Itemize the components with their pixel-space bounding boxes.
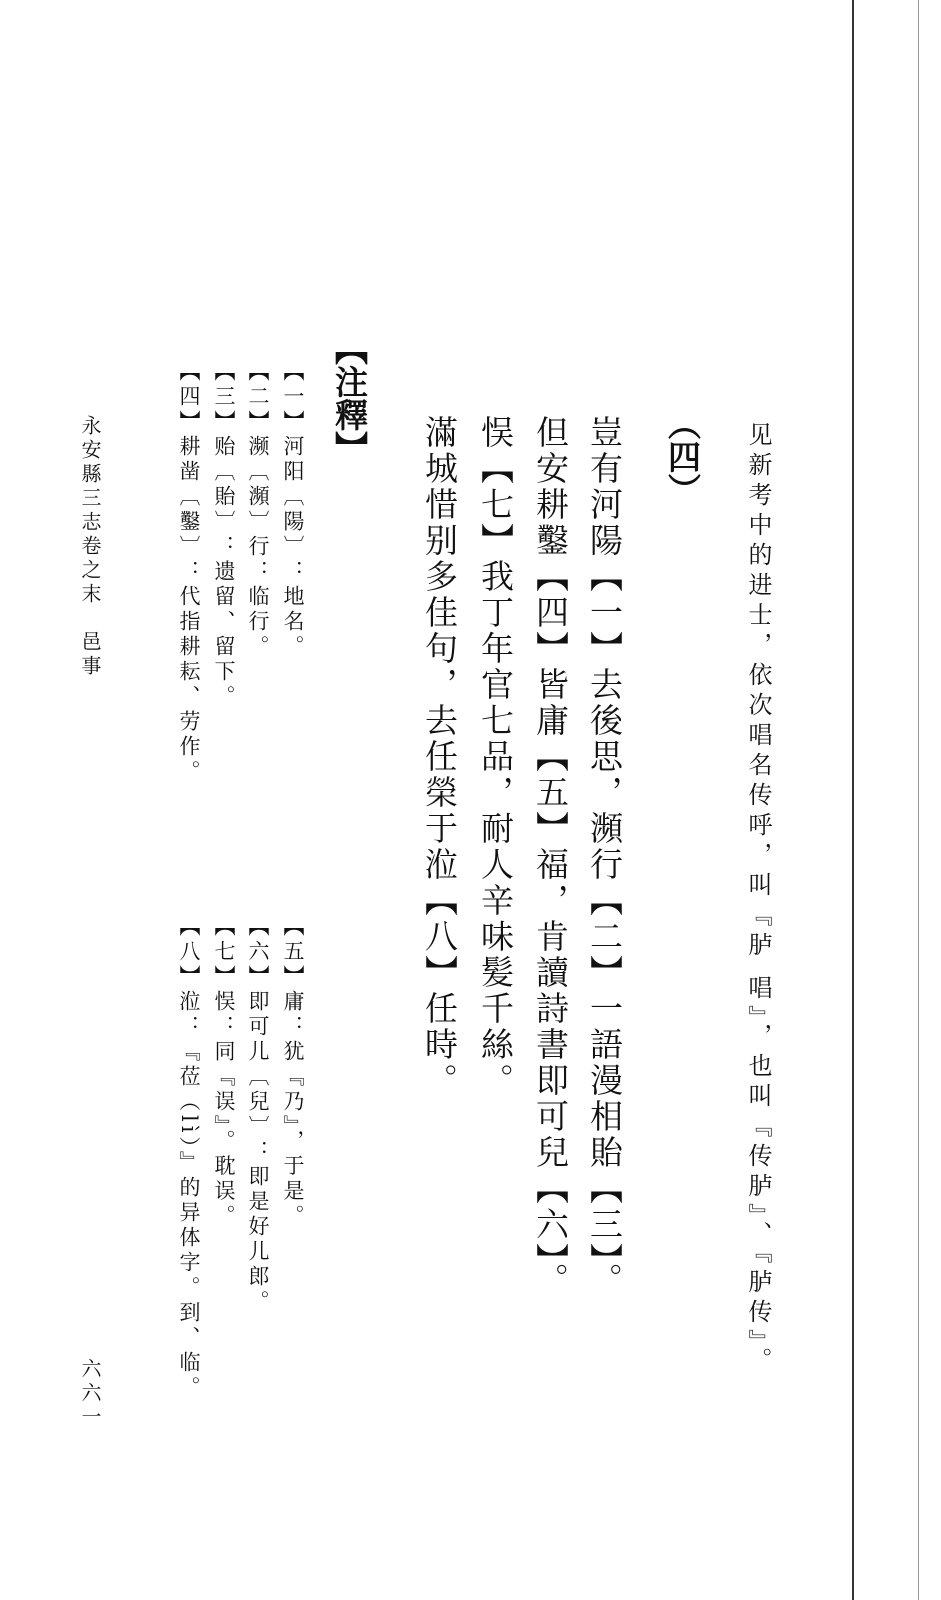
prev-note-line1-cont: 唱』，也叫『传胪』、『胪传』。 <box>744 975 772 1377</box>
note-7: 【七】悮：同『误』。耽误。 <box>212 915 236 1230</box>
page-number: 六六一 <box>78 1358 102 1430</box>
poem-line-2: 但安耕鑿【四】皆庸【五】福，肯讀詩書即可兒【六】。 <box>531 415 570 1299</box>
section-title: （四） <box>663 407 702 506</box>
note-4: 【四】耕凿〔鑿〕：代指耕耘、劳作。 <box>177 360 201 785</box>
note-6: 【六】即可儿〔兒〕：即是好儿郎。 <box>246 915 270 1315</box>
page-edge-line <box>852 0 854 1600</box>
prev-note-line1: 见新考中的进士，依次唱名传呼，叫『胪 <box>744 422 772 962</box>
poem-line-1: 豈有河陽【一】去後思，瀕行【二】一語漫相貽【三】。 <box>585 415 624 1299</box>
poem-line-3: 悮【七】我丁年官七品，耐人辛味髪千絲。 <box>476 415 515 1099</box>
note-3: 【三】贻〔貽〕：遗留、留下。 <box>212 360 236 710</box>
notes-heading: 【注釋】 <box>330 332 369 464</box>
note-8: 【八】涖：『莅（lì）』的异体字。到、临。 <box>177 915 201 1401</box>
running-title: 永安縣三志卷之末 邑事 <box>78 415 102 679</box>
note-2: 【二】濒〔瀕〕行：临行。 <box>246 360 270 660</box>
note-1: 【一】河阳〔陽〕：地名。 <box>281 360 305 660</box>
poem-line-4: 滿城惜别多佳句，去任榮于涖【八】任時。 <box>420 415 459 1099</box>
page-edge-shadow <box>918 0 919 1600</box>
note-5: 【五】庸：犹『乃』，于是。 <box>281 915 305 1230</box>
